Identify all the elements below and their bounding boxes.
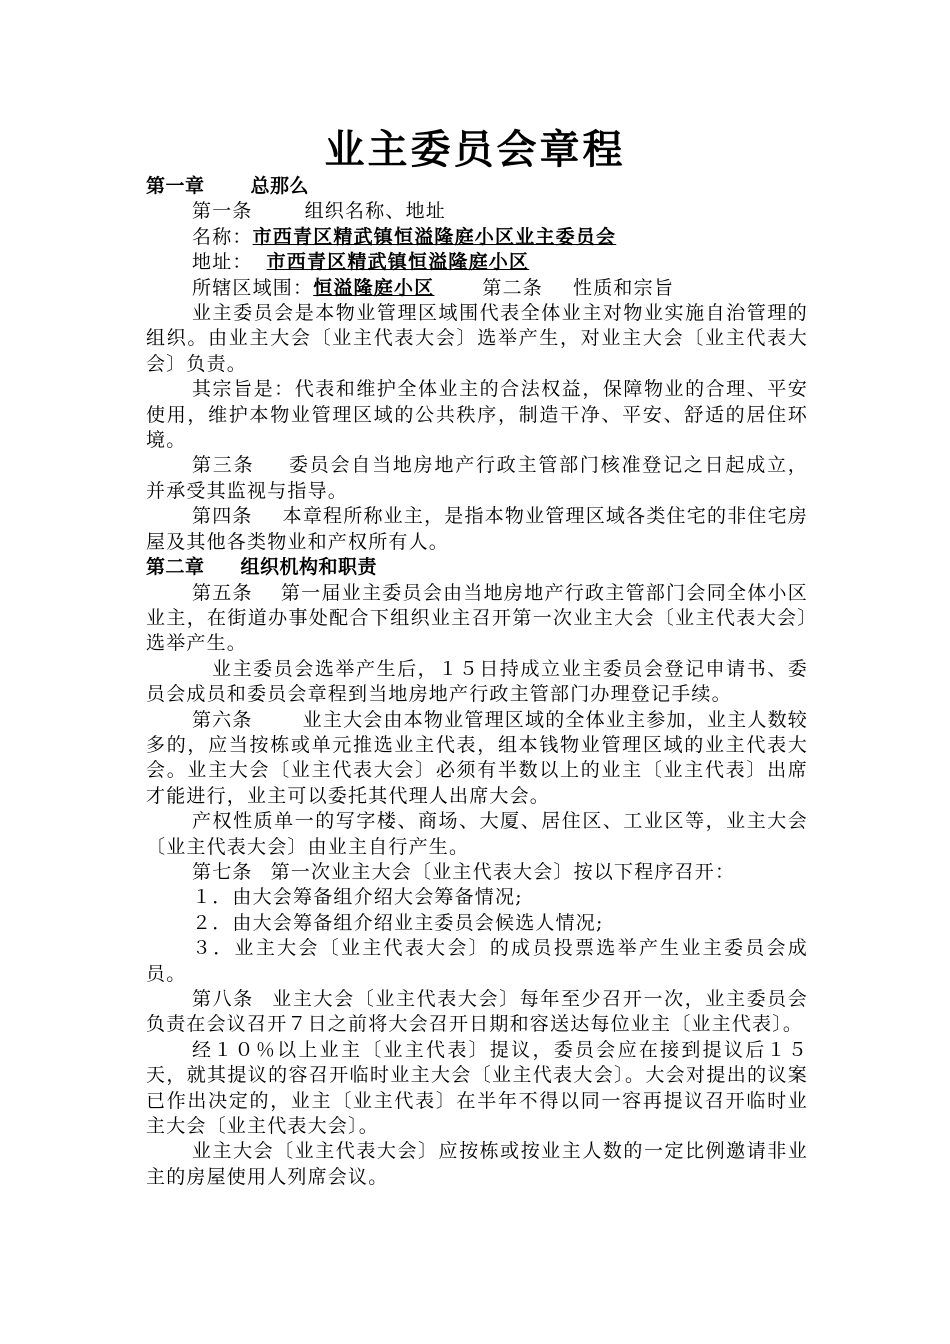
address-line <box>146 250 808 275</box>
article-number: 第六条 <box>192 708 253 731</box>
article-number: 第二条 <box>482 276 544 299</box>
article-text: 第一届业主委员会由当地房地产行政主管部门会同全体小区业主，在街道办事处配合下组织业主召开第一次业主大会〔业主代表大会〕选举产生。 <box>146 581 808 655</box>
paragraph-nature: 业主委员会是本物业管理区域围代表全体业主对物业实施自治管理的组织。由业主大会〔业主代表大会〕选举产生，对业主大会〔业主代表大会〕负责。 <box>146 302 808 375</box>
article-text: 第一次业主大会〔业主代表大会〕按以下程序召开： <box>270 860 736 883</box>
area-line <box>146 276 808 301</box>
area-value: 恒溢隆庭小区 <box>313 276 435 299</box>
paragraph-invite: 业主大会〔业主代表大会〕应按栋或按业主人数的一定比例邀请非业主的房屋使用人列席会议。 <box>146 1140 808 1188</box>
article-text: 业主大会由本物业管理区域的全体业主参加，业主人数较多的，应当按栋或单元推选业主代表，组本钱物业管理区域的业主代表大会。业主大会〔业主代表大会〕必须有半数以上的业主〔业主代表〕出席才能进行，业主可以委托其代理人出席大会。 <box>146 708 808 807</box>
name-value: 市西青区精武镇恒溢隆庭小区业主委员会 <box>252 225 617 248</box>
chapter-number: 第二章 <box>146 556 205 579</box>
article-number: 第三条 <box>192 454 255 477</box>
procedure-step-3: ３．业主大会〔业主代表大会〕的成员投票选举产生业主委员会成员。 <box>146 937 808 985</box>
article-text: 委员会自当地房地产行政主管部门核准登记之日起成立，并承受其监视与指导。 <box>146 454 808 502</box>
document-body <box>146 174 808 1190</box>
article-3 <box>146 453 808 504</box>
article-1 <box>146 199 808 224</box>
name-line <box>146 225 808 250</box>
paragraph-single-property: 产权性质单一的写字楼、商场、大厦、居住区、工业区等，业主大会〔业主代表大会〕由业主自行产生。 <box>146 810 808 858</box>
chapter-title: 组织机构和职责 <box>240 556 378 579</box>
paragraph-register: 业主委员会选举产生后，１５日持成立业主委员会登记申请书、委员会成员和委员会章程到当地房地产行政主管部门办理登记手续。 <box>146 657 808 706</box>
address-value: 市西青区精武镇恒溢隆庭小区 <box>266 251 530 274</box>
procedure-step-2: ２．由大会筹备组介绍业主委员会候选人情况; <box>192 911 604 934</box>
chapter-2-heading <box>146 555 808 580</box>
article-4 <box>146 504 808 555</box>
area-label: 所辖区域围： <box>192 276 314 299</box>
chapter-1-heading <box>146 174 808 199</box>
article-8 <box>146 987 808 1038</box>
chapter-number: 第一章 <box>146 175 205 197</box>
article-6 <box>146 708 808 810</box>
chapter-title: 总那么 <box>250 175 310 197</box>
article-number: 第四条 <box>192 505 253 528</box>
article-text: 业主大会〔业主代表大会〕每年至少召开一次，业主委员会负责在会议召开７日之前将大会召开日期和容送达每位业主〔业主代表〕。 <box>146 988 809 1036</box>
address-label: 地址： <box>192 251 253 274</box>
article-number: 第一条 <box>192 200 253 223</box>
article-number: 第八条 <box>192 988 254 1010</box>
article-title: 性质和宗旨 <box>573 276 675 299</box>
article-5 <box>146 581 808 657</box>
paragraph-interim-meeting: 经１０％以上业主〔业主代表〕提议，委员会应在接到提议后１５天，就其提议的容召开临时业主大会〔业主代表大会〕。大会对提出的议案已作出决定的，业主〔业主代表〕在半年不得以同一容再提议召开临时业主大会〔业主代表大会〕。 <box>146 1038 808 1138</box>
article-number: 第七条 <box>192 860 253 883</box>
procedure-step-1: １．由大会筹备组介绍大会筹备情况; <box>192 886 523 909</box>
article-number: 第五条 <box>192 581 253 604</box>
article-title: 组织名称、地址 <box>304 200 447 223</box>
article-7 <box>146 860 808 885</box>
document-title: 业主委员会章程 <box>324 126 626 173</box>
article-text: 本章程所称业主，是指本物业管理区域各类住宅的非住宅房屋及其他各类物业和产权所有人。 <box>146 505 808 553</box>
name-label: 名称： <box>192 225 253 248</box>
paragraph-purpose: 其宗旨是：代表和维护全体业主的合法权益，保障物业的合理、平安使用，维护本物业管理区域的公共秩序，制造干净、平安、舒适的居住环境。 <box>146 378 808 452</box>
